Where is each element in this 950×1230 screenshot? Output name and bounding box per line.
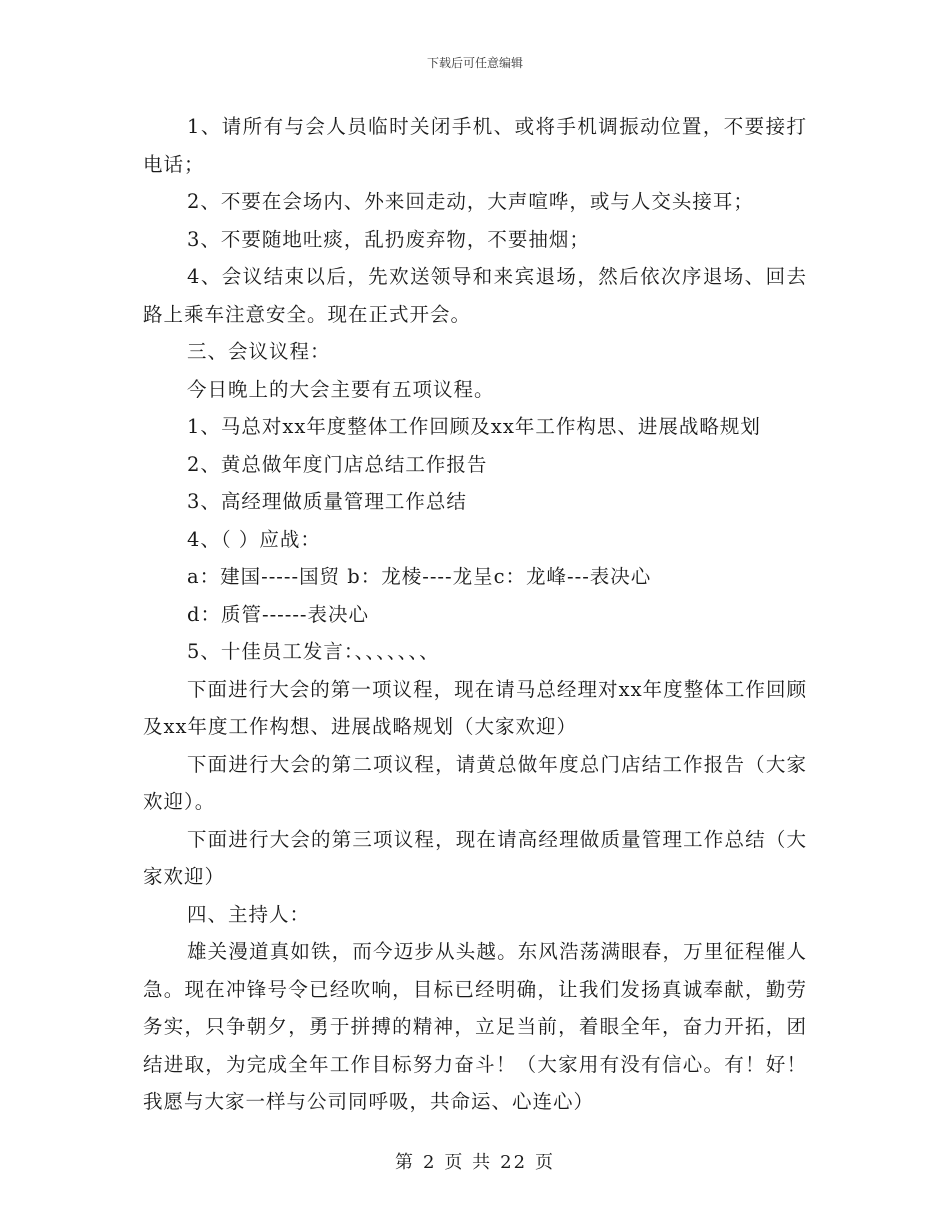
footer-middle: 页 共 — [444, 1152, 493, 1173]
agenda-item-4a: a：建国-----国贸 b：龙棱----龙呈c：龙峰---表决心 — [187, 565, 652, 588]
footer-current-page: 2 — [422, 1152, 437, 1173]
footer-prefix: 第 — [394, 1152, 415, 1173]
paragraph-agenda-intro: 今日晚上的大会主要有五项议程。 — [187, 377, 495, 401]
footer-total-pages: 22 — [500, 1152, 528, 1173]
paragraph-rule-1: 1、请所有与会人员临时关闭手机、或将手机调振动位置，不要接打电话； — [143, 115, 807, 176]
agenda-item-4d: d：质管------表决心 — [187, 602, 370, 626]
agenda-item-3: 3、高经理做质量管理工作总结 — [187, 490, 467, 513]
footer-suffix: 页 — [535, 1152, 556, 1173]
document-body — [143, 108, 807, 1121]
page-footer — [0, 1148, 950, 1174]
paragraph-host-speech: 雄关漫道真如铁，而今迈步从头越。东风浩荡满眼春，万里征程催人急。现在冲锋号令已经吹响，目标已经明确，让我们发扬真诚奉献，勤劳务实，只争朝夕，勇于拼搏的精神，立足当前，着眼全年，奋力开拓，团结进取，为完成全年工作目标努力奋斗！（大家用有没有信心。有！好！我愿与大家一样与公司同呼吸，共命运、心连心） — [143, 940, 807, 1113]
paragraph-rule-3: 3、不要随地吐痰，乱扔废弃物，不要抽烟； — [187, 227, 590, 251]
agenda-item-5: 5、十佳员工发言：、、、、、、、 — [187, 640, 440, 663]
paragraph-rule-4: 4、会议结束以后，先欢送领导和来宾退场，然后依次序退场、回去路上乘车注意安全。现在正式开会。 — [143, 265, 807, 326]
paragraph-third-item: 下面进行大会的第三项议程，现在请高经理做质量管理工作总结（大家欢迎） — [143, 827, 807, 888]
paragraph-first-item: 下面进行大会的第一项议程，现在请马总经理对xx年度整体工作回顾及xx年度工作构想、进展战略规划（大家欢迎） — [143, 677, 807, 738]
paragraph-second-item: 下面进行大会的第二项议程，请黄总做年度总门店结工作报告（大家欢迎）。 — [143, 752, 807, 813]
section-heading-host: 四、主持人： — [187, 902, 311, 926]
paragraph-rule-2: 2、不要在会场内、外来回走动，大声喧哗，或与人交头接耳； — [187, 190, 754, 213]
section-heading-agenda: 三、会议议程： — [187, 340, 331, 363]
agenda-item-2: 2、黄总做年度门店总结工作报告 — [187, 452, 488, 476]
page-header: 下载后可任意编辑 — [426, 56, 523, 70]
agenda-item-4: 4、（ ）应战： — [187, 527, 321, 551]
agenda-item-1: 1、马总对xx年度整体工作回顾及xx年工作构思、进展战略规划 — [187, 415, 761, 438]
